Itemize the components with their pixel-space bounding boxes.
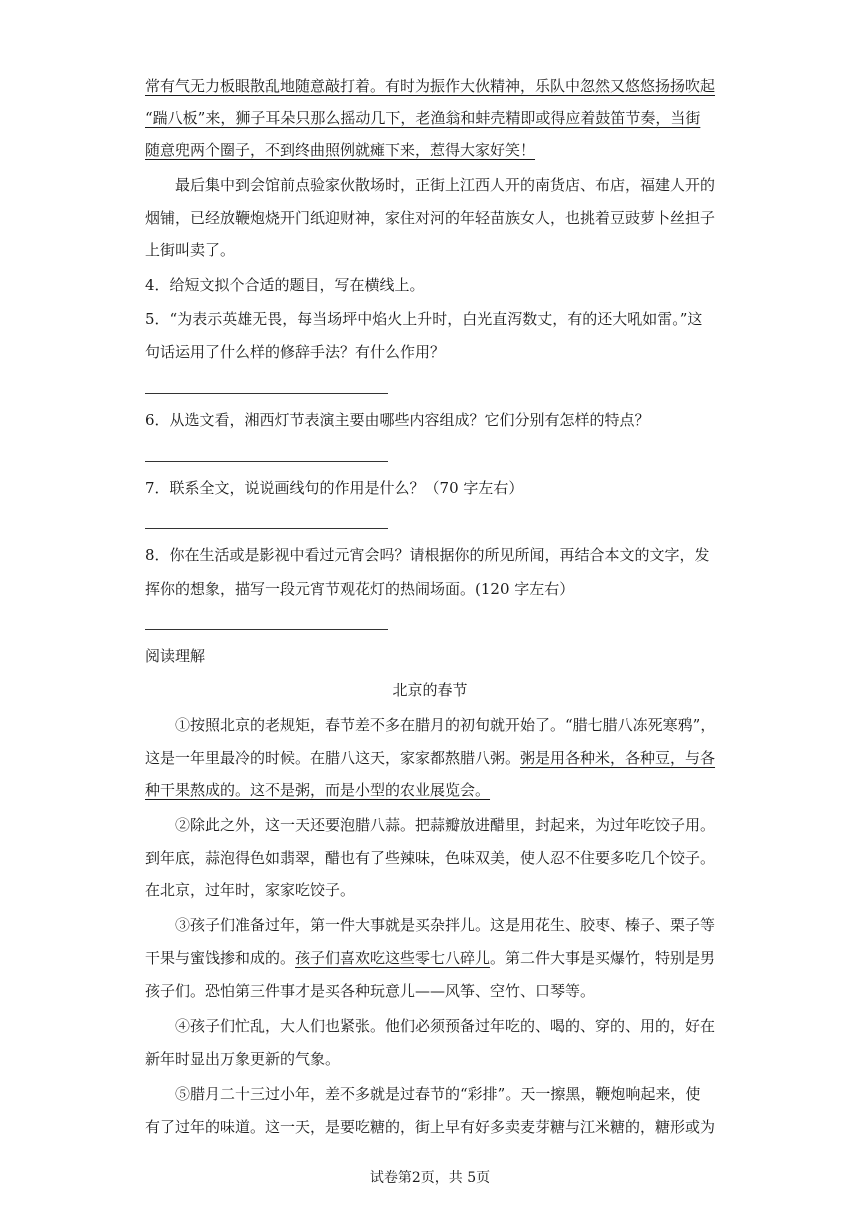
passage2-p1-line-2-plain: 这是一年里最冷的时候。在腊八这天，家家都熬腊八粥。 [145, 749, 521, 767]
question-4: 4．给短文拟个合适的题目，写在横线上。 [145, 276, 425, 294]
passage1-paragraph-line-3: 上街叫卖了。 [145, 241, 236, 259]
passage2-p3-line-2-underlined: 孩子们喜欢吃这些零七八碎儿 [295, 949, 491, 967]
passage2-p3-line-2-plain-b: 。第二件大事是买爆竹，特别是男 [490, 949, 716, 967]
section-label: 阅读理解 [145, 647, 206, 665]
question-8-line-1: 8．你在生活或是影视中看过元宵会吗？请根据你的所见所闻，再结合本文的文字，发 [145, 546, 710, 564]
answer-blank-q8[interactable] [145, 629, 388, 630]
passage2-p2-line-3: 在北京，过年时，家家吃饺子。 [145, 881, 356, 899]
passage2-p3-line-1: ③孩子们准备过年，第一件大事就是买杂拌儿。这是用花生、胶枣、榛子、栗子等 [175, 916, 716, 934]
passage1-paragraph-line-2: 烟铺，已经放鞭炮烧开门纸迎财神，家住对河的年轻苗族女人，也挑着豆豉萝卜丝担子 [145, 209, 716, 227]
question-6: 6．从选文看，湘西灯节表演主要由哪些内容组成？它们分别有怎样的特点？ [145, 411, 650, 429]
question-5-line-1: 5．“为表示英雄无畏，每当场坪中焰火上升时，白光直泻数丈，有的还大吼如雷。”这 [145, 310, 703, 328]
question-7: 7．联系全文，说说画线句的作用是什么？（70 字左右） [145, 479, 524, 497]
passage2-p1-line-3-underlined: 种干果熬成的。这不是粥，而是小型的农业展览会。 [145, 781, 491, 799]
question-8-line-2: 挥你的想象，描写一段元宵节观花灯的热闹场面。(120 字左右） [145, 580, 575, 598]
passage2-p5-line-1: ⑤腊月二十三过小年，差不多就是过春节的“彩排”。天一擦黑，鞭炮响起来，使 [175, 1085, 701, 1103]
passage1-underlined-line-3: 随意兜两个圈子，不到终曲照例就瘫下来，惹得大家好笑！ [145, 141, 536, 159]
page-footer: 试卷第2页，共 5页 [369, 1170, 491, 1186]
passage2-title: 北京的春节 [392, 681, 468, 699]
passage2-p4-line-1: ④孩子们忙乱，大人们也紧张。他们必须预备过年吃的、喝的、穿的、用的，好在 [175, 1017, 716, 1035]
passage2-p3-line-3: 孩子们。恐怕第三件事才是买各种玩意儿——风筝、空竹、口琴等。 [145, 982, 596, 1000]
passage2-p1-line-1: ①按照北京的老规矩，春节差不多在腊月的初旬就开始了。“腊七腊八冻死寒鸦”， [175, 716, 716, 734]
answer-blank-q7[interactable] [145, 528, 388, 529]
passage2-p3-line-2 [145, 948, 720, 968]
answer-blank-q6[interactable] [145, 461, 388, 462]
passage2-p1-line-2-underlined: 粥是用各种米，各种豆，与各 [520, 749, 716, 767]
passage2-p2-line-1: ②除此之外，这一天还要泡腊八蒜。把蒜瓣放进醋里，封起来，为过年吃饺子用。 [175, 816, 716, 834]
passage2-p3-line-2-plain-a: 干果与蜜饯掺和成的。 [145, 949, 296, 967]
passage1-underlined-line-1: 常有气无力板眼散乱地随意敲打着。有时为振作大伙精神，乐队中忽然又悠悠扬扬吹起 [145, 77, 716, 95]
passage2-p2-line-2: 到年底，蒜泡得色如翡翠，醋也有了些辣味，色味双美，使人忍不住要多吃几个饺子。 [145, 849, 716, 867]
passage2-p1-line-2 [145, 748, 720, 768]
passage2-p5-line-2: 有了过年的味道。这一天，是要吃糖的，街上早有好多卖麦芽糖与江米糖的，糖形或为 [145, 1118, 716, 1136]
passage1-underlined-line-2: “踹八板”来，狮子耳朵只那么摇动几下，老渔翁和蚌壳精即或得应着鼓笛节奏，当街 [145, 109, 701, 127]
passage2-p4-line-2: 新年时显出万象更新的气象。 [145, 1050, 341, 1068]
answer-blank-q5[interactable] [145, 393, 388, 394]
question-5-line-2: 句话运用了什么样的修辞手法？有什么作用？ [145, 343, 446, 361]
passage1-paragraph-line-1: 最后集中到会馆前点验家伙散场时，正街上江西人开的南货店、布店，福建人开的 [175, 176, 716, 194]
